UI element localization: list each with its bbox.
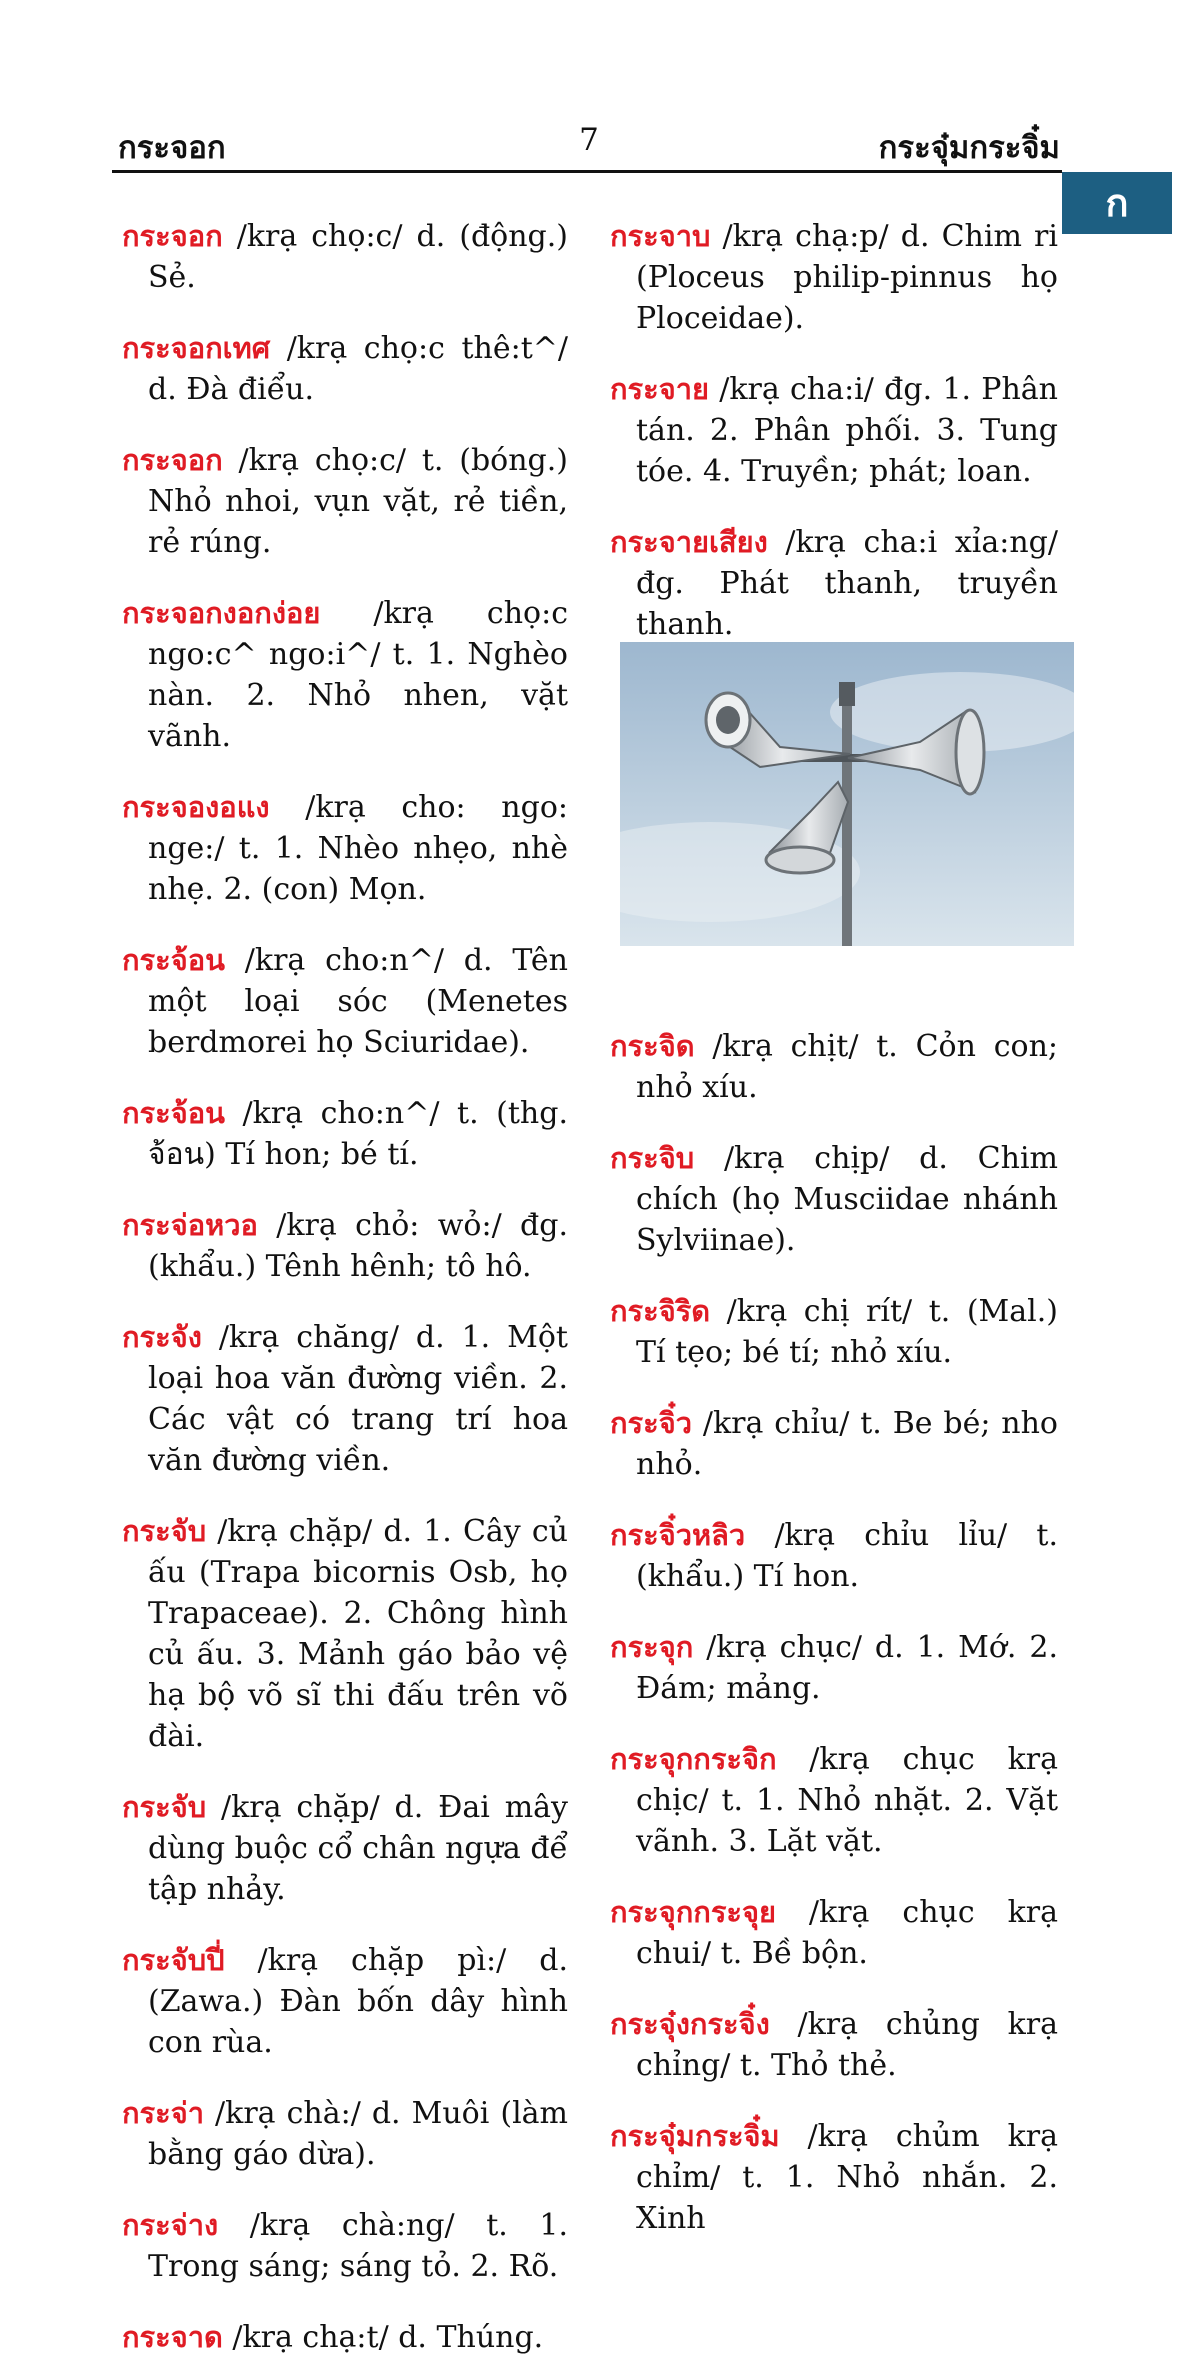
- entry-headword: กระจ่อหวอ: [122, 1208, 258, 1242]
- entry-headword: กระจุกกระจิก: [610, 1742, 777, 1776]
- entry-definition: /krạ cha:i/ đg. 1. Phân tán. 2. Phân phối. 3. Tung tóe. 4. Truyền; phát; loan.: [636, 372, 1058, 489]
- entry-definition: /krạ chọ:c thê:t^/ d. Đà điểu.: [148, 331, 568, 407]
- entry-headword: กระจ้อน: [122, 1096, 225, 1130]
- left-guide-word: กระจอก: [118, 130, 226, 166]
- entry-headword: กระจัง: [122, 1320, 202, 1354]
- page-number: 7: [579, 122, 599, 158]
- dictionary-entry: [610, 2116, 1058, 2239]
- entry-definition: /krạ chăng/ d. 1. Một loại hoa văn đường viền. 2. Các vật có trang trí hoa văn đường viền.: [148, 1320, 568, 1478]
- entry-definition: /krạ chủm krạ chỉm/ t. 1. Nhỏ nhắn. 2. Xinh: [636, 2119, 1058, 2236]
- entry-headword: กระจิ๋ว: [610, 1406, 692, 1440]
- entry-definition: /krạ chọ:c ngo:c^ ngo:i^/ t. 1. Nghèo nàn. 2. Nhỏ nhen, vặt vãnh.: [148, 596, 568, 754]
- entry-headword: กระจุก: [610, 1630, 694, 1664]
- entry-headword: กระจับปี่: [122, 1943, 225, 1977]
- entry-definition: /krạ chà:/ d. Muôi (làm bằng gáo dừa).: [148, 2096, 568, 2172]
- dictionary-entry: [122, 2317, 568, 2358]
- dictionary-entry: [610, 2004, 1058, 2086]
- dictionary-entry: [610, 1291, 1058, 1373]
- entry-definition: /krạ chọ:c/ t. (bóng.) Nhỏ nhoi, vụn vặt, rẻ tiền, rẻ rúng.: [148, 443, 568, 560]
- entry-headword: กระจาด: [122, 2320, 223, 2354]
- dictionary-entry: [122, 940, 568, 1063]
- dictionary-entry: [122, 328, 568, 410]
- entry-headword: กระจาย: [610, 372, 709, 406]
- dictionary-entry: [122, 593, 568, 757]
- entry-definition: /krạ chỉu/ t. Be bé; nho nhỏ.: [636, 1406, 1058, 1482]
- entry-definition: /krạ chạ:t/ d. Thúng.: [222, 2320, 544, 2355]
- entry-headword: กระจอกงอกง่อย: [122, 596, 321, 630]
- entry-definition: /krạ chạ:p/ d. Chim ri (Ploceus philip-pinnus họ Ploceidae).: [636, 219, 1058, 336]
- dictionary-entry: [122, 1317, 568, 1481]
- entry-headword: กระจิด: [610, 1029, 695, 1063]
- dictionary-entry: [122, 1940, 568, 2063]
- loudspeaker-horns-icon: [620, 642, 1074, 946]
- dictionary-entry: [122, 2093, 568, 2175]
- dictionary-entry: [610, 369, 1058, 492]
- entry-definition: /krạ chịt/ t. Cỏn con; nhỏ xíu.: [636, 1029, 1058, 1105]
- entry-definition: /krạ chỏ: wỏ:/ đg. (khẩu.) Tênh hênh; tô hô.: [148, 1208, 568, 1284]
- right-column-bottom: [610, 996, 1058, 2247]
- entry-headword: กระจอก: [122, 443, 223, 477]
- entry-headword: กระจ่าง: [122, 2208, 219, 2242]
- dictionary-entry: [610, 1892, 1058, 1974]
- dictionary-entry: [122, 787, 568, 910]
- entry-headword: กระจิริด: [610, 1294, 711, 1328]
- entry-definition: /krạ chịp/ d. Chim chích (họ Musciidae nhánh Sylviinae).: [636, 1141, 1058, 1258]
- header-rule: [112, 170, 1062, 173]
- right-guide-word: กระจุ๋มกระจิ๋ม: [878, 130, 1060, 166]
- entry-headword: กระจิบ: [610, 1141, 695, 1175]
- dictionary-entry: [610, 1403, 1058, 1485]
- entry-headword: กระจองอแง: [122, 790, 270, 824]
- entry-headword: กระจายเสียง: [610, 525, 768, 559]
- entry-headword: กระจาบ: [610, 219, 711, 253]
- entry-definition: /krạ chặp pì:/ d. (Zawa.) Đàn bốn dây hình con rùa.: [148, 1943, 568, 2060]
- dictionary-entry: [610, 1739, 1058, 1862]
- page-header: [118, 122, 1060, 172]
- entry-headword: กระจุกกระจุย: [610, 1895, 776, 1929]
- dictionary-entry: [122, 2205, 568, 2287]
- entry-headword: กระจุ๋มกระจิ๋ม: [610, 2119, 780, 2153]
- entry-definition: /krạ chục krạ chui/ t. Bề bộn.: [636, 1895, 1058, 1971]
- entry-definition: /krạ cha:i xỉa:ng/ đg. Phát thanh, truyền thanh.: [636, 525, 1058, 642]
- entry-definition: /krạ chặp/ d. 1. Cây củ ấu (Trapa bicornis Osb, họ Trapaceae). 2. Chông hình củ ấu. 3. Mảnh gáo bảo vệ hạ bộ võ sĩ thi đấu trên võ đài.: [148, 1514, 568, 1754]
- dictionary-entry: [610, 522, 1058, 645]
- dictionary-entry: [610, 1627, 1058, 1709]
- entry-headword: กระจ้อน: [122, 943, 225, 977]
- entry-definition: /krạ cho: ngo: nge:/ t. 1. Nhèo nhẹo, nhè nhẹ. 2. (con) Mọn.: [148, 790, 568, 907]
- loudspeaker-photo: [620, 642, 1074, 946]
- entry-definition: /krạ chủng krạ chỉng/ t. Thỏ thẻ.: [636, 2007, 1058, 2083]
- dictionary-entry: [122, 216, 568, 298]
- dictionary-entry: [122, 1205, 568, 1287]
- entry-definition: /krạ chị rít/ t. (Mal.) Tí tẹo; bé tí; nhỏ xíu.: [636, 1294, 1058, 1370]
- entry-headword: กระจ่า: [122, 2096, 204, 2130]
- entry-definition: /krạ cho:n^/ t. (thg. จ้อน) Tí hon; bé tí.: [148, 1096, 568, 1172]
- entry-definition: /krạ chặp/ d. Đai mây dùng buộc cổ chân ngựa để tập nhảy.: [148, 1790, 568, 1907]
- entry-definition: /krạ chỉu lỉu/ t. (khẩu.) Tí hon.: [636, 1518, 1058, 1594]
- right-column-top: [610, 186, 1058, 653]
- entry-definition: /krạ chà:ng/ t. 1. Trong sáng; sáng tỏ. 2. Rõ.: [148, 2208, 568, 2284]
- dictionary-entry: [610, 1515, 1058, 1597]
- dictionary-entry: [610, 1026, 1058, 1108]
- section-thumb-tab: ก: [1062, 172, 1172, 234]
- dictionary-entry: [122, 440, 568, 563]
- entry-definition: /krạ chục/ d. 1. Mớ. 2. Đám; mảng.: [636, 1630, 1058, 1706]
- entry-headword: กระจับ: [122, 1790, 207, 1824]
- dictionary-entry: [122, 1093, 568, 1175]
- dictionary-entry: [610, 216, 1058, 339]
- left-column: [122, 186, 568, 2366]
- entry-headword: กระจับ: [122, 1514, 207, 1548]
- entry-headword: กระจิ๋วหลิว: [610, 1518, 746, 1552]
- dictionary-entry: [610, 1138, 1058, 1261]
- entry-headword: กระจอกเทศ: [122, 331, 271, 365]
- entry-definition: /krạ chọ:c/ d. (động.) Sẻ.: [148, 219, 568, 295]
- dictionary-entry: [122, 1511, 568, 1757]
- entry-definition: /krạ cho:n^/ d. Tên một loại sóc (Menetes berdmorei họ Sciuridae).: [148, 943, 568, 1060]
- entry-headword: กระจอก: [122, 219, 223, 253]
- entry-headword: กระจุ๋งกระจิ๋ง: [610, 2007, 770, 2041]
- dictionary-entry: [122, 1787, 568, 1910]
- entry-definition: /krạ chục krạ chịc/ t. 1. Nhỏ nhặt. 2. Vặt vãnh. 3. Lặt vặt.: [636, 1742, 1058, 1859]
